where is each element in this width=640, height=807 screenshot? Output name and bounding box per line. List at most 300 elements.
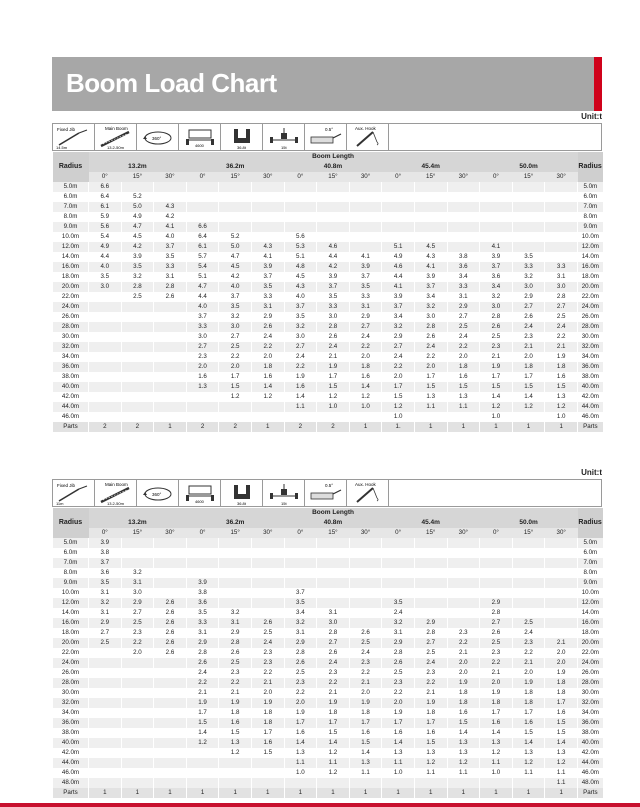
load-cell: 1.7: [512, 708, 545, 718]
load-cell: [284, 548, 317, 558]
load-cell: [251, 558, 284, 568]
load-cell: 2.5: [349, 638, 382, 648]
table-row: [53, 708, 603, 718]
load-cell: 2.6: [349, 628, 382, 638]
load-cell: 3.4: [284, 608, 317, 618]
load-cell: 3.1: [447, 292, 480, 302]
load-cell: 4.1: [154, 222, 187, 232]
load-cell: 2.0: [121, 648, 154, 658]
parts-cell: 1: [251, 422, 284, 432]
table-row: [53, 738, 603, 748]
table-row: [53, 698, 603, 708]
load-cell: 2.6: [414, 332, 447, 342]
load-cell: 1.1: [447, 402, 480, 412]
load-cell: 5.1: [284, 252, 317, 262]
load-cell: [447, 212, 480, 222]
load-cell: 2.1: [317, 688, 350, 698]
radius-cell-right: 22.0m: [578, 648, 603, 658]
load-cell: 3.6: [89, 568, 122, 578]
load-cell: [447, 548, 480, 558]
load-cell: [219, 212, 252, 222]
load-cell: 4.4: [317, 252, 350, 262]
parts-cell: 1: [480, 788, 513, 798]
table-row: [53, 598, 603, 608]
svg-text:Aux. Hook: Aux. Hook: [355, 126, 376, 131]
load-cell: 3.0: [186, 332, 219, 342]
load-cell: 1.0: [382, 768, 415, 778]
load-cell: [349, 212, 382, 222]
radius-cell-right: 22.0m: [578, 292, 603, 302]
load-cell: [349, 618, 382, 628]
load-cell: [121, 402, 154, 412]
load-cell: 1.6: [480, 718, 513, 728]
load-cell: 2.3: [121, 628, 154, 638]
load-cell: 1.7: [251, 728, 284, 738]
load-cell: 2.8: [284, 648, 317, 658]
load-cell: 3.7: [480, 262, 513, 272]
load-cell: [317, 222, 350, 232]
load-cell: [414, 588, 447, 598]
load-cell: 3.2: [121, 568, 154, 578]
outrigger-icon: [179, 124, 221, 150]
load-cell: [186, 538, 219, 548]
load-cell: [414, 558, 447, 568]
load-cell: [545, 568, 578, 578]
load-cell: 1.8: [317, 708, 350, 718]
radius-cell: 9.0m: [53, 222, 89, 232]
load-cell: [154, 392, 187, 402]
load-cell: 1.3: [447, 738, 480, 748]
load-cell: [545, 192, 578, 202]
parts-row: [53, 422, 603, 432]
load-cell: 2.0: [219, 362, 252, 372]
load-cell: 2.0: [349, 352, 382, 362]
load-cell: 2.5: [414, 648, 447, 658]
load-cell: 1.3: [480, 738, 513, 748]
load-cell: 1.2: [219, 748, 252, 758]
load-cell: [382, 202, 415, 212]
load-cell: 2.3: [414, 668, 447, 678]
load-cell: 2.4: [382, 608, 415, 618]
load-cell: [447, 202, 480, 212]
load-cell: [121, 558, 154, 568]
load-cell: [89, 688, 122, 698]
load-cell: [154, 688, 187, 698]
load-cell: 4.5: [121, 232, 154, 242]
load-cell: 4.5: [414, 242, 447, 252]
load-cell: 1.9: [480, 688, 513, 698]
load-cell: 2.8: [219, 638, 252, 648]
load-cell: 6.6: [89, 182, 122, 192]
load-cell: 3.6: [480, 272, 513, 282]
table-row: [53, 312, 603, 322]
svg-text:14.5m: 14.5m: [56, 145, 68, 150]
load-cell: 3.4: [480, 282, 513, 292]
table-row: [53, 212, 603, 222]
radius-cell: 28.0m: [53, 678, 89, 688]
load-cell: [545, 578, 578, 588]
footer-accent: [0, 803, 640, 807]
load-cell: 4.0: [219, 282, 252, 292]
angle-col: 15°: [219, 528, 252, 538]
load-cell: [154, 678, 187, 688]
load-cell: 2.2: [545, 332, 578, 342]
load-cell: 2.2: [447, 638, 480, 648]
load-cell: 2.9: [121, 598, 154, 608]
load-cell: 2.6: [317, 648, 350, 658]
load-cell: [219, 568, 252, 578]
load-cell: 1.4: [447, 728, 480, 738]
radius-cell: 7.0m: [53, 558, 89, 568]
load-cell: 2.0: [349, 688, 382, 698]
radius-header: Radius: [53, 152, 89, 182]
radius-header-right: Radius: [578, 152, 603, 182]
load-cell: 1.7: [414, 372, 447, 382]
load-cell: [219, 538, 252, 548]
load-cell: [317, 778, 350, 788]
aux-hook-icon: [347, 124, 389, 150]
load-cell: 3.5: [349, 282, 382, 292]
load-cell: 3.0: [512, 282, 545, 292]
load-cell: 3.1: [219, 618, 252, 628]
angle-col: 0°: [480, 528, 513, 538]
load-cell: 1.1: [284, 758, 317, 768]
load-cell: 2.2: [251, 342, 284, 352]
load-cell: 1.5: [512, 382, 545, 392]
load-cell: 2.7: [512, 302, 545, 312]
load-cell: 3.1: [317, 608, 350, 618]
load-cell: 2.4: [317, 658, 350, 668]
load-cell: [251, 232, 284, 242]
load-cell: [480, 182, 513, 192]
load-cell: [89, 392, 122, 402]
svg-text:36.8t: 36.8t: [237, 501, 246, 506]
load-cell: 4.3: [154, 202, 187, 212]
load-cell: 1.5: [349, 738, 382, 748]
load-cell: 2.7: [317, 638, 350, 648]
radius-cell-right: 46.0m: [578, 412, 603, 422]
radius-cell-right: 34.0m: [578, 352, 603, 362]
load-cell: [89, 778, 122, 788]
load-cell: [121, 548, 154, 558]
angle-col: 15°: [317, 172, 350, 182]
counterweight-icon: [221, 480, 263, 506]
load-cell: 3.0: [545, 282, 578, 292]
table-row: [53, 412, 603, 422]
load-cell: 2.0: [284, 698, 317, 708]
radius-cell-right: 44.0m: [578, 402, 603, 412]
boom-length-header: Boom Length: [89, 508, 578, 518]
rotation-icon: [137, 124, 179, 150]
load-cell: 1.1: [545, 768, 578, 778]
load-cell: 2.9: [349, 312, 382, 322]
load-cell: [121, 332, 154, 342]
load-cell: 1.5: [219, 382, 252, 392]
load-cell: [121, 778, 154, 788]
load-cell: [349, 588, 382, 598]
load-cell: [480, 202, 513, 212]
radius-cell-right: 6.0m: [578, 548, 603, 558]
radius-cell: 12.0m: [53, 242, 89, 252]
load-cell: [154, 538, 187, 548]
radius-cell: 8.0m: [53, 568, 89, 578]
load-cell: [154, 362, 187, 372]
load-cell: [545, 548, 578, 558]
load-cell: 2.8: [414, 628, 447, 638]
load-cell: 4.9: [89, 242, 122, 252]
load-cell: [317, 182, 350, 192]
load-cell: 2.8: [317, 628, 350, 638]
radius-cell: 34.0m: [53, 352, 89, 362]
load-cell: 1.7: [186, 708, 219, 718]
boom-length-col: 13.2m: [89, 518, 187, 528]
radius-cell: 26.0m: [53, 668, 89, 678]
load-cell: 1.9: [480, 362, 513, 372]
load-cell: 1.2: [317, 768, 350, 778]
load-cell: [154, 568, 187, 578]
load-cell: 1.0: [317, 402, 350, 412]
load-cell: 2.5: [121, 618, 154, 628]
radius-cell-right: 40.0m: [578, 738, 603, 748]
load-cell: 2.7: [186, 342, 219, 352]
load-cell: 2.7: [480, 618, 513, 628]
icon-strip-blank: [389, 480, 601, 506]
table-row: [53, 618, 603, 628]
load-cell: [349, 608, 382, 618]
load-cell: [219, 778, 252, 788]
load-cell: 3.1: [89, 608, 122, 618]
load-cell: [89, 678, 122, 688]
angle-icon: [305, 480, 347, 506]
radius-cell-right: 48.0m: [578, 778, 603, 788]
load-cell: 2.4: [512, 628, 545, 638]
load-cell: [121, 382, 154, 392]
load-cell: 1.0: [349, 402, 382, 412]
load-cell: 1.3: [414, 748, 447, 758]
angle-col: 0°: [382, 172, 415, 182]
load-cell: 2.6: [480, 322, 513, 332]
load-cell: 1.5: [545, 382, 578, 392]
load-cell: [251, 588, 284, 598]
parts-label-right: Parts: [578, 788, 603, 798]
radius-cell: 48.0m: [53, 778, 89, 788]
load-cell: 1.1: [284, 402, 317, 412]
load-cell: 1.2: [545, 758, 578, 768]
load-cell: 2.5: [447, 322, 480, 332]
load-cell: 1.7: [480, 372, 513, 382]
table-row: [53, 578, 603, 588]
load-cell: 3.7: [317, 282, 350, 292]
load-cell: [382, 568, 415, 578]
load-cell: 1.8: [545, 362, 578, 372]
radius-cell-right: 24.0m: [578, 302, 603, 312]
radius-cell-right: 32.0m: [578, 342, 603, 352]
title-bar: [52, 57, 594, 111]
load-cell: [89, 302, 122, 312]
load-cell: 4.1: [414, 262, 447, 272]
table-row: [53, 768, 603, 778]
load-cell: [480, 558, 513, 568]
load-cell: 2.4: [349, 648, 382, 658]
load-cell: 3.2: [382, 618, 415, 628]
load-cell: 1.8: [251, 362, 284, 372]
load-cell: [154, 758, 187, 768]
load-cell: [447, 598, 480, 608]
load-cell: 1.9: [284, 372, 317, 382]
load-cell: 1.9: [447, 678, 480, 688]
radius-cell: 14.0m: [53, 608, 89, 618]
load-cell: 2.0: [512, 352, 545, 362]
angle-col: 15°: [219, 172, 252, 182]
parts-cell: 1: [545, 788, 578, 798]
load-cell: [89, 292, 122, 302]
load-cell: 1.7: [382, 382, 415, 392]
load-cell: 2.5: [480, 332, 513, 342]
load-cell: [251, 778, 284, 788]
angle-col: 15°: [317, 528, 350, 538]
load-cell: [154, 312, 187, 322]
load-cell: [219, 222, 252, 232]
radius-cell-right: 12.0m: [578, 242, 603, 252]
parts-cell: 1: [186, 788, 219, 798]
load-cell: 2.2: [480, 658, 513, 668]
load-cell: [545, 242, 578, 252]
load-cell: 2.5: [284, 668, 317, 678]
load-cell: 3.4: [382, 312, 415, 322]
load-cell: [121, 658, 154, 668]
load-cell: [154, 718, 187, 728]
load-cell: 2.2: [382, 362, 415, 372]
load-cell: 5.0: [121, 202, 154, 212]
svg-text:13.2-50m: 13.2-50m: [107, 501, 124, 506]
load-cell: [447, 568, 480, 578]
load-cell: 5.2: [121, 192, 154, 202]
load-cell: 3.3: [317, 302, 350, 312]
load-cell: [154, 302, 187, 312]
load-cell: 1.4: [284, 738, 317, 748]
load-cell: 2.4: [545, 322, 578, 332]
parts-cell: 2: [284, 422, 317, 432]
table-row: [53, 182, 603, 192]
load-cell: 3.0: [284, 332, 317, 342]
load-cell: 3.2: [284, 322, 317, 332]
load-cell: [349, 182, 382, 192]
load-cell: 1.4: [480, 728, 513, 738]
radius-cell: 16.0m: [53, 618, 89, 628]
load-cell: 3.8: [447, 252, 480, 262]
load-cell: [447, 618, 480, 628]
radius-cell-right: 36.0m: [578, 362, 603, 372]
load-cell: 4.2: [317, 262, 350, 272]
radius-cell: 42.0m: [53, 748, 89, 758]
svg-text:360°: 360°: [152, 492, 162, 497]
radius-cell-right: 7.0m: [578, 558, 603, 568]
tonnage-icon: [263, 480, 305, 506]
radius-cell: 32.0m: [53, 698, 89, 708]
load-cell: 4.7: [121, 222, 154, 232]
boom-length-col: 50.0m: [480, 162, 578, 172]
load-cell: 2.5: [89, 638, 122, 648]
load-cell: 4.6: [382, 262, 415, 272]
load-cell: 1.6: [447, 708, 480, 718]
load-cell: 2.0: [414, 362, 447, 372]
radius-cell-right: 30.0m: [578, 332, 603, 342]
load-cell: [512, 182, 545, 192]
load-cell: [121, 708, 154, 718]
fixed-jib-label: Fixed Jib: [57, 483, 76, 488]
load-cell: 1.6: [284, 728, 317, 738]
load-cell: 1.8: [447, 698, 480, 708]
load-cell: [414, 412, 447, 422]
counterweight-icon: [221, 124, 263, 150]
radius-cell: 6.0m: [53, 192, 89, 202]
load-cell: 2.4: [251, 332, 284, 342]
aux-hook-icon: [347, 480, 389, 506]
load-cell: [317, 192, 350, 202]
radius-cell: 32.0m: [53, 342, 89, 352]
radius-cell-right: 20.0m: [578, 638, 603, 648]
load-cell: [154, 778, 187, 788]
load-cell: [512, 548, 545, 558]
parts-cell: 1: [382, 788, 415, 798]
load-cell: 5.9: [89, 212, 122, 222]
load-cell: 2.1: [251, 678, 284, 688]
load-cell: 1.6: [545, 372, 578, 382]
load-cell: [349, 232, 382, 242]
load-cell: 2.9: [382, 332, 415, 342]
load-cell: 3.0: [121, 588, 154, 598]
angle-col: 30°: [251, 172, 284, 182]
load-cell: 1.2: [251, 392, 284, 402]
load-cell: [512, 212, 545, 222]
load-cell: 1.2: [382, 402, 415, 412]
load-cell: [89, 322, 122, 332]
load-cell: [121, 362, 154, 372]
load-cell: [89, 372, 122, 382]
load-cell: 2.9: [186, 638, 219, 648]
load-cell: [219, 182, 252, 192]
load-cell: [545, 222, 578, 232]
load-cell: 1.6: [219, 718, 252, 728]
radius-cell: 36.0m: [53, 718, 89, 728]
load-cell: 2.1: [219, 688, 252, 698]
load-cell: 3.1: [154, 272, 187, 282]
load-cell: 1.5: [447, 382, 480, 392]
load-cell: [414, 222, 447, 232]
load-cell: 1.8: [480, 698, 513, 708]
load-cell: 1.6: [251, 738, 284, 748]
load-cell: 1.3: [414, 392, 447, 402]
load-cell: 1.1: [414, 402, 447, 412]
load-cell: 2.8: [121, 282, 154, 292]
load-cell: 3.8: [89, 548, 122, 558]
load-cell: [414, 568, 447, 578]
load-cell: 4.1: [382, 282, 415, 292]
load-cell: 3.4: [447, 272, 480, 282]
load-cell: 3.5: [284, 598, 317, 608]
load-cell: 1.9: [545, 352, 578, 362]
table-row: [53, 608, 603, 618]
load-cell: [219, 578, 252, 588]
load-cell: 2.7: [89, 628, 122, 638]
load-cell: [89, 362, 122, 372]
load-cell: 2.5: [545, 312, 578, 322]
load-cell: 3.1: [186, 628, 219, 638]
load-cell: [121, 342, 154, 352]
load-cell: 1.8: [349, 708, 382, 718]
radius-cell-right: 40.0m: [578, 382, 603, 392]
load-cell: 6.6: [186, 222, 219, 232]
